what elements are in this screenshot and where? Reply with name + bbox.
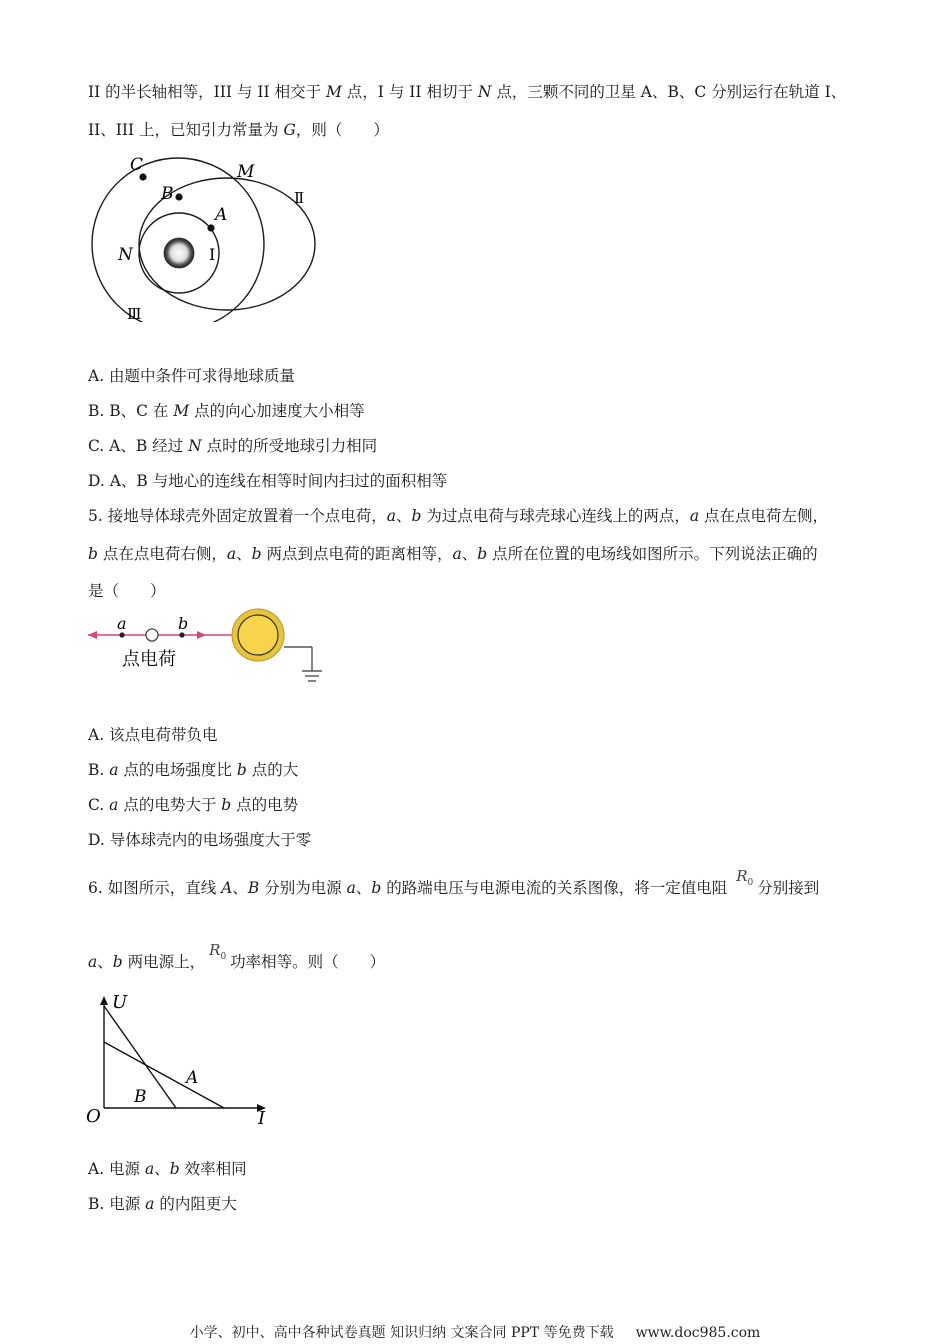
label-orbit-II: Ⅱ xyxy=(294,189,305,207)
r0-symbol-2: $R_0$ xyxy=(209,941,227,962)
line-A xyxy=(104,1042,224,1108)
satellite-A xyxy=(207,224,214,231)
q4-option-d: D. A、B 与地心的连线在相等时间内扫过的面积相等 xyxy=(88,472,448,490)
field-line-diagram xyxy=(86,605,326,687)
q5-option-b: B. a 点的电场强度比 b 点的大 xyxy=(88,761,299,779)
label-orbit-III: Ⅲ xyxy=(127,305,142,322)
page-footer xyxy=(0,1322,950,1342)
label-a: a xyxy=(117,614,127,633)
arrow-right-icon xyxy=(197,631,206,639)
q5-stem-line3: 是（ ） xyxy=(88,582,166,600)
q6-stem-line1: 6. 如图所示，直线 A、B 分别为电源 a、b 的路端电压与电源电流的关系图像，将一定值电阻 $R_0$ 分别接到 xyxy=(88,867,820,897)
q6-option-b: B. 电源 a 的内阻更大 xyxy=(88,1195,237,1213)
q4-option-a: A. 由题中条件可求得地球质量 xyxy=(88,367,296,385)
u-i-graph xyxy=(84,990,284,1125)
q4-option-c: C. A、B 经过 N 点时的所受地球引力相同 xyxy=(88,437,378,455)
q5-option-c: C. a 点的电势大于 b 点的电势 xyxy=(88,796,299,814)
label-B: B xyxy=(161,184,174,204)
q5-option-d: D. 导体球壳内的电场强度大于零 xyxy=(88,831,312,849)
label-A: A xyxy=(186,1068,199,1088)
q5-stem-line1: 5. 接地导体球壳外固定放置着一个点电荷，a、b 为过点电荷与球壳球心连线上的两点，a 点在点电荷左侧， xyxy=(88,507,829,525)
point-a xyxy=(119,632,124,637)
label-A: A xyxy=(215,205,228,225)
label-O: O xyxy=(86,1106,101,1125)
label-U: U xyxy=(112,992,128,1013)
q4-option-b: B. B、C 在 M 点的向心加速度大小相等 xyxy=(88,402,365,420)
earth-icon xyxy=(164,238,194,268)
shell-inner xyxy=(238,615,278,655)
point-charge xyxy=(146,629,158,641)
label-orbit-I: I xyxy=(209,245,216,264)
r0-symbol-1: $R_0$ xyxy=(736,867,754,888)
q6-option-a: A. 电源 a、b 效率相同 xyxy=(88,1160,247,1178)
orbit-diagram xyxy=(86,152,326,322)
label-b: b xyxy=(178,614,189,633)
point-b xyxy=(179,632,184,637)
q5-stem-line2: b 点在点电荷右侧，a、b 两点到点电荷的距离相等，a、b 点所在位置的电场线如图所示。下列说法正确的 xyxy=(88,545,818,563)
label-M: M xyxy=(237,162,255,182)
q6-stem-line2: a、b 两电源上，$R_0$ 功率相等。则（ ） xyxy=(88,941,386,971)
footer-url[interactable]: www.doc985.com xyxy=(635,1325,761,1341)
label-I: I xyxy=(258,1108,266,1125)
q4-stem-line1: II 的半长轴相等，III 与 II 相交于 M 点，I 与 II 相切于 N 点，三颗不同的卫星 A、B、C 分别运行在轨道 I、 xyxy=(88,83,847,101)
point-charge-caption: 点电荷 xyxy=(122,649,176,669)
arrow-left-icon xyxy=(88,631,97,639)
u-axis-arrow-icon xyxy=(100,996,108,1005)
label-C: C xyxy=(130,155,144,175)
satellite-B xyxy=(175,193,182,200)
q4-stem-line2: II、III 上，已知引力常量为 G，则（ ） xyxy=(88,121,389,139)
footer-text: 小学、初中、高中各种试卷真题 知识归纳 文案合同 PPT 等免费下载 xyxy=(189,1325,614,1341)
q5-option-a: A. 该点电荷带负电 xyxy=(88,726,218,744)
label-B: B xyxy=(134,1087,147,1107)
label-N: N xyxy=(118,245,133,265)
